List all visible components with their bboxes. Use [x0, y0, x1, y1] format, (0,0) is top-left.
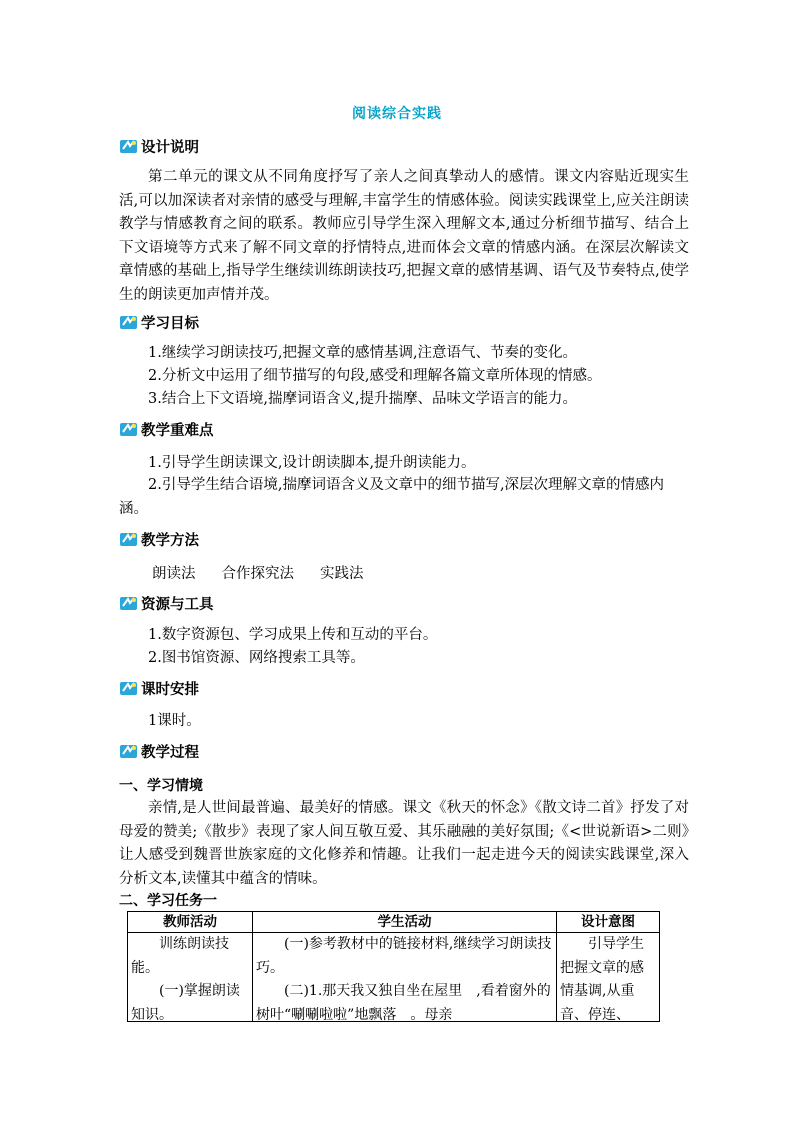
column-header: 设计意图: [557, 912, 660, 933]
cell-text: (二)1.那天我又独自坐在屋里 ,看着窗外的树叶“唰唰啦啦”地飘落 。母亲: [256, 983, 551, 1021]
subheading-learning-situation: 一、学习情境: [119, 778, 203, 794]
student-activity-cell: [253, 933, 557, 1022]
table-row: [128, 933, 660, 1022]
book-icon: [119, 420, 139, 438]
book-icon: [119, 530, 139, 548]
section-heading-schedule: [119, 677, 199, 699]
method-list: [152, 562, 364, 583]
book-icon: [119, 137, 139, 155]
resource-item: 2.图书馆资源、网络搜索工具等。: [148, 650, 365, 666]
heading-text: 课时安排: [141, 681, 199, 698]
section-heading-resources: [119, 592, 214, 614]
section-heading-goals: [119, 311, 199, 333]
book-icon: [119, 679, 139, 697]
section-heading-methods: [119, 528, 199, 550]
page-title: 阅读综合实践: [352, 106, 442, 122]
heading-text: 教学重难点: [141, 422, 214, 439]
keypoint-item: 2.引导学生结合语境,揣摩词语含义及文章中的细节描写,深层次理解文章的情感内涵。: [119, 477, 665, 517]
cell-text: (一)掌握朗读知识。: [131, 983, 240, 1021]
learning-situation-text: 亲情,是人世间最普遍、最美好的情感。课文《秋天的怀念》《散文诗二首》抒发了对母爱的赞美;《散步》表现了家人间互敬互爱、其乐融融的美好氛围;《<世说新语>二则》让人感受到魏晋世族家庭的文化修养和情趣。让我们一起走进今天的阅读实践课堂,深入分析文本,读懂其中蕴含的情味。: [119, 800, 689, 887]
cell-text: 引导学生把握文章的感情基调,从重音、停连、: [560, 936, 644, 1021]
method-item: 实践法: [320, 566, 364, 582]
goal-item: 3.结合上下文语境,揣摩词语含义,提升揣摩、品味文学语言的能力。: [148, 391, 578, 407]
heading-text: 资源与工具: [141, 596, 214, 613]
heading-text: 设计说明: [141, 139, 199, 156]
method-item: 合作探究法: [221, 566, 294, 582]
column-header: 教师活动: [128, 912, 253, 933]
design-intent-cell: [557, 933, 660, 1022]
heading-text: 教学方法: [141, 532, 199, 549]
section-heading-process: [119, 740, 199, 762]
cell-text: 训练朗读技能。: [131, 936, 229, 976]
teacher-activity-cell: [128, 933, 253, 1022]
table-header-row: [128, 912, 660, 933]
column-header: 学生活动: [253, 912, 557, 933]
book-icon: [119, 742, 139, 760]
section-heading-design: [119, 135, 199, 157]
resource-item: 1.数字资源包、学习成果上传和互动的平台。: [148, 627, 438, 643]
heading-text: 教学过程: [141, 744, 199, 761]
book-icon: [119, 594, 139, 612]
goal-item: 1.继续学习朗读技巧,把握文章的感情基调,注意语气、节奏的变化。: [148, 345, 578, 361]
design-description: 第二单元的课文从不同角度抒写了亲人之间真挚动人的感情。课文内容贴近现实生活,可以加深读者对亲情的感受与理解,丰富学生的情感体验。阅读实践课堂上,应关注朗读教学与情感教育之间的联系。教师应引导学生深入理解文本,通过分析细节描写、结合上下文语境等方式来了解不同文章的抒情特点,进而体会文章的情感内涵。在深层次解读文章情感的基础上,指导学生继续训练朗读技巧,把握文章的感情基调、语气及节奏特点,使学生的朗读更加声情并茂。: [119, 169, 689, 303]
cell-text: (一)参考教材中的链接材料,继续学习朗读技巧。: [256, 936, 552, 976]
book-icon: [119, 313, 139, 331]
schedule-text: 1课时。: [148, 713, 201, 729]
method-item: 朗读法: [152, 566, 196, 582]
goal-item: 2.分析文中运用了细节描写的句段,感受和理解各篇文章所体现的情感。: [148, 368, 602, 384]
section-heading-keypoints: [119, 418, 214, 440]
subheading-task-one: 二、学习任务一: [119, 893, 217, 909]
heading-text: 学习目标: [141, 315, 199, 332]
task-table: [127, 911, 660, 1022]
keypoint-item: 1.引导学生朗读课文,设计朗读脚本,提升朗读能力。: [148, 455, 476, 471]
